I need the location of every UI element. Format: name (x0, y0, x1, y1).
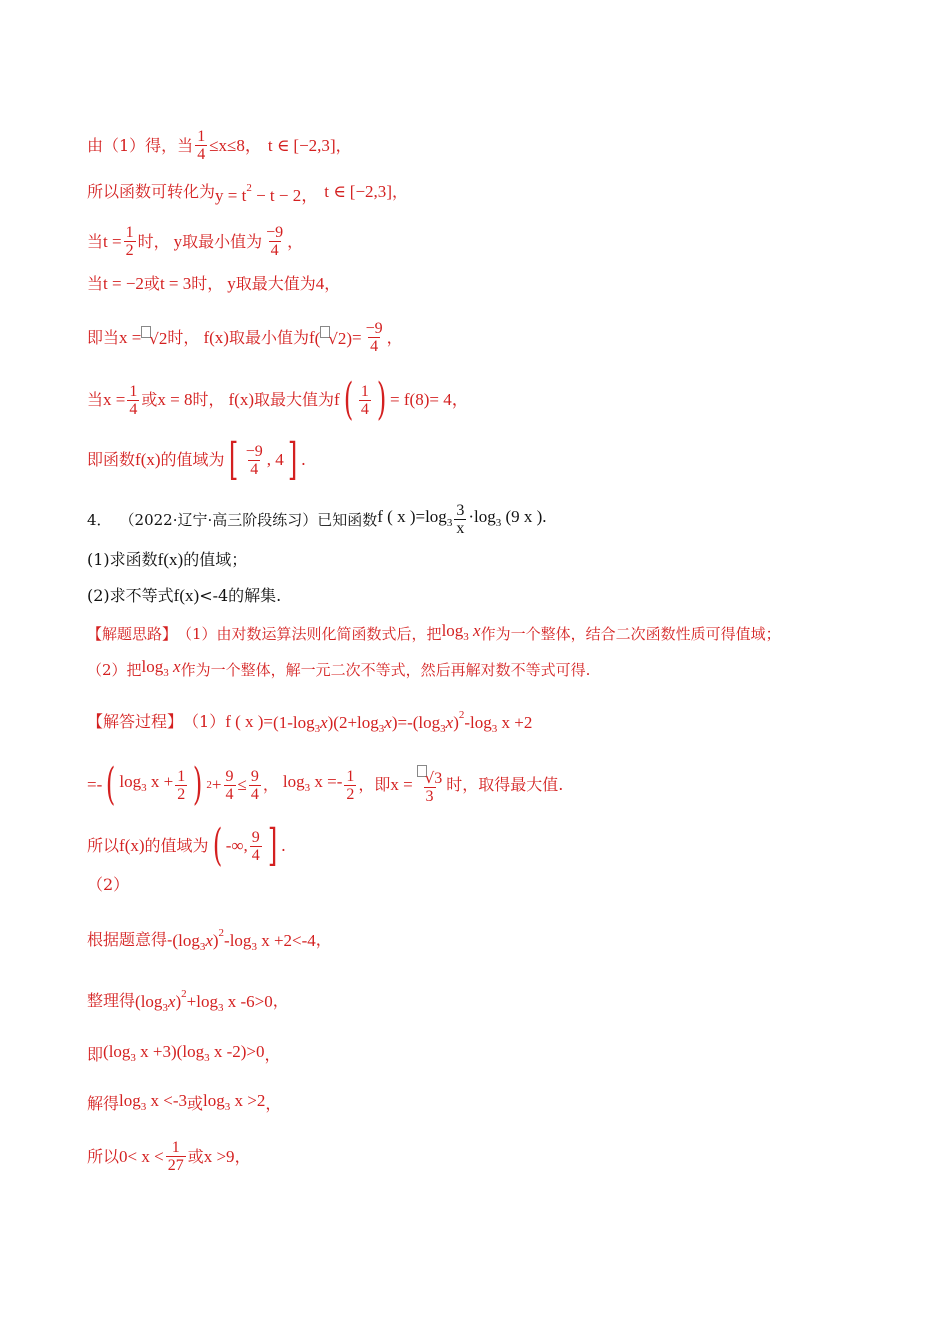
denominator: 4 (270, 242, 279, 259)
log-base: 3 (440, 723, 446, 735)
log-base: 3 (463, 631, 469, 643)
text: 作为一个整体，解一元二次不等式，然后再解对数不等式可得. (180, 661, 591, 679)
section-tag: 【解题思路】 (87, 625, 178, 643)
section-tag: 【解答过程】 (87, 712, 184, 731)
solution-line-6: 当 x = $\frac{1}{4}$ 或 x = 8 时， f (x) 取最大值为 f ( $\frac{1}{4}$ ) = f (8) = 4， (87, 374, 469, 425)
math: x (205, 931, 213, 950)
math: x (169, 550, 178, 569)
text: (2)求不等式 (87, 586, 174, 605)
math: +log (186, 992, 218, 1011)
text: ， (234, 1146, 251, 1166)
log-base: 3 (163, 667, 169, 679)
radicand: 2 (158, 329, 168, 348)
math: (9 x ). (505, 506, 547, 526)
log-base: 3 (224, 1101, 231, 1113)
log-base: 3 (378, 723, 385, 735)
math: 8 (415, 390, 424, 409)
text: ，即 (358, 775, 391, 794)
math: 0< x < (119, 1146, 164, 1166)
math: log (119, 1091, 141, 1110)
text: 的值域为 (144, 836, 209, 855)
log-base: 3 (314, 723, 321, 735)
math: -∞, (225, 836, 248, 855)
numerator: −9 (245, 442, 263, 460)
math: ·log (468, 506, 496, 526)
exponent: 2 (218, 927, 225, 939)
log-base: 3 (217, 1002, 224, 1014)
fraction (195, 128, 207, 163)
solution-idea-line-1 (87, 621, 781, 647)
math: x >2 (234, 1091, 266, 1110)
math: x -2 (213, 1042, 241, 1061)
text: ， (324, 274, 341, 293)
math: y = t (215, 186, 247, 205)
solution-process-line-8 (87, 1139, 251, 1174)
numerator: 9 (225, 767, 234, 785)
math: 2+log (338, 713, 379, 732)
denominator: 2 (125, 242, 134, 259)
numerator: 1 (129, 382, 138, 400)
solution-part-2-label (87, 875, 129, 895)
math: ≤ (237, 775, 247, 794)
math: x (214, 327, 224, 347)
text: 根据题意得- (87, 930, 173, 949)
numerator: 1 (197, 128, 206, 145)
log-base: 3 (130, 1052, 136, 1064)
math: x (445, 713, 454, 732)
denominator: 4 (360, 400, 369, 418)
math: f (119, 836, 125, 855)
interval: −2,3 (355, 182, 387, 201)
solution-line-3 (87, 224, 303, 259)
text: ， (272, 991, 289, 1010)
math: x (130, 836, 139, 855)
math: x (384, 713, 392, 732)
math: ≤x≤8， (209, 135, 262, 155)
numerator: 1 (177, 767, 186, 785)
math: x (173, 657, 181, 676)
math: f (308, 327, 315, 347)
interval: −2,3 (299, 135, 330, 155)
math: t = 3 (159, 274, 192, 293)
math: f (173, 586, 180, 605)
denominator: 4 (370, 338, 379, 355)
text: 即当 (87, 327, 120, 347)
math: x (146, 450, 155, 469)
exponent: 2 (206, 779, 212, 791)
math: x (320, 713, 328, 732)
math: f (203, 327, 210, 347)
solution-process-line-4: 根据题意得- $(\log_3x)^2-\log_3$ x +2<-4 ， (87, 927, 332, 953)
text: 的值域为 (160, 450, 225, 469)
log-base: 3 (304, 782, 311, 794)
math: 1-log (278, 713, 315, 732)
question-4-header (87, 502, 547, 537)
math: 4 (315, 274, 325, 293)
math: x = (390, 775, 413, 794)
text: 或 (187, 1146, 204, 1166)
math: x = (103, 390, 126, 409)
text: <-4的解集. (199, 586, 282, 605)
denominator: x (456, 520, 465, 537)
exponent: 2 (181, 988, 187, 1000)
text: 时， (137, 231, 170, 251)
math: x (185, 586, 194, 605)
text: 取最小值为 (182, 231, 263, 251)
text: 当 (87, 231, 104, 251)
radicand: 3 (434, 770, 443, 787)
text: 当 (87, 390, 104, 409)
denominator: 4 (225, 785, 234, 803)
solution-process-line-6: 即 ($\log_3$ $x +3)(\log_3$ x -2)>0 ， (87, 1042, 281, 1064)
text: ， (262, 775, 279, 794)
math: x + (150, 772, 174, 791)
numerator: 1 (125, 224, 134, 241)
log-base: 3 (251, 941, 257, 953)
math: t = (103, 231, 122, 251)
math: , 4 (266, 450, 284, 469)
text: （1）由对数运算法则化简函数式后，把 (177, 625, 442, 643)
math: log (203, 1091, 225, 1110)
math: = f (390, 390, 410, 409)
text: 取最小值为 (228, 327, 309, 347)
text: 时，取得最大值. (446, 775, 564, 794)
denominator: 4 (129, 400, 138, 418)
math: f (157, 550, 164, 569)
math: t ∈ (267, 135, 290, 155)
math: log (140, 992, 163, 1011)
solution-line-4 (87, 274, 340, 294)
log-base: 3 (491, 723, 498, 735)
solution-line-5: 即当 x = √2 时， f (x) 取最小值为 f ( √2) = $\frac{-9}{4}$ ， (87, 320, 403, 355)
text: 即 (87, 1045, 104, 1064)
text: 时， (167, 327, 200, 347)
text: 或 (187, 1094, 204, 1113)
text: （1） (183, 712, 226, 731)
math: f (228, 390, 235, 409)
log-base: 3 (446, 516, 453, 529)
question-part-1: (1)求函数 f (x) 的值域； (87, 550, 248, 569)
exponent: 2 (246, 182, 252, 194)
text: ， (386, 327, 403, 347)
math: f (334, 390, 340, 409)
text: 解得 (87, 1094, 120, 1113)
math: x >9 (203, 1146, 235, 1166)
radicand: 2 (337, 329, 347, 348)
math: log (418, 713, 441, 732)
denominator: 2 (177, 785, 186, 803)
math: log (182, 1042, 205, 1061)
numerator: 9 (251, 828, 260, 846)
text: 整理得 (87, 991, 136, 1010)
numerator: 3 (456, 502, 465, 519)
text: 所以 (87, 1146, 120, 1166)
text: . (280, 836, 287, 855)
solution-idea-line-2 (87, 657, 590, 683)
math: log (108, 1042, 131, 1061)
numerator: 1 (360, 382, 369, 400)
math: + (211, 775, 222, 794)
text: 时， (192, 390, 225, 409)
denominator: 27 (167, 1157, 184, 1174)
solution-process-line-3: 所以 f (x) 的值域为 ( -∞, $\frac{9}{4}$ ] . (87, 820, 287, 871)
math: y (173, 231, 183, 251)
question-text: （2022·辽宁·高三阶段练习）已知函数 (119, 510, 378, 529)
math: − t − 2， (256, 186, 319, 205)
math: y (227, 274, 236, 293)
text: ， (335, 135, 352, 155)
log-base: 3 (162, 1002, 168, 1014)
math: log (178, 931, 200, 950)
text: ， (287, 231, 304, 251)
text: 时， (191, 274, 224, 293)
math: >0 (246, 1042, 265, 1061)
math: x +3 (140, 1042, 172, 1061)
numerator: −9 (266, 224, 284, 241)
solution-process-line-7 (87, 1091, 281, 1117)
math: = (352, 327, 362, 347)
math: log (141, 657, 164, 676)
math: x =- (314, 772, 343, 791)
math: f ( x )= (225, 712, 274, 731)
math: t ∈ (324, 182, 346, 201)
text: （2） (87, 875, 130, 894)
text: (1)求函数 (87, 550, 158, 569)
text: 当 (87, 274, 104, 293)
log-base: 3 (204, 1052, 210, 1064)
math: log (441, 621, 464, 640)
solution-process-line-2: =- ( $\log_3 x$ + $\frac{1}{2}$ ) 2 + $\frac{9}{4}$ ≤ $\frac{9}{4}$ ， $\log_3 x$ =- $\frac{1}{2}$ ，即 x = $\frac{√3}{3}$ 时，取得最大值. (87, 759, 564, 810)
question-number: 4． (87, 510, 112, 529)
math: = 4， (429, 390, 469, 409)
text: 取最大值为 (235, 274, 316, 293)
math: x = (119, 327, 142, 347)
denominator: 2 (346, 785, 355, 803)
numerator: −9 (365, 320, 383, 337)
solution-line-1: 由（1）得，当 $\frac{1}{4}$ ≤x≤8， t ∈ [−2,3] ， (87, 128, 352, 163)
math: t = −2 (103, 274, 144, 293)
math: x (239, 390, 249, 409)
denominator: 4 (250, 785, 259, 803)
math: x +2<-4 (261, 931, 316, 950)
math: log (282, 772, 305, 791)
text: ， (265, 1094, 282, 1113)
text: ， (391, 182, 408, 201)
log-base: 3 (140, 1101, 147, 1113)
solution-process-line-5: 整理得 $(\log_3x)^2+\log_3$ x -6>0 ， (87, 988, 289, 1014)
text: 所以 (87, 836, 120, 855)
math: x = 8 (157, 390, 193, 409)
denominator: 4 (197, 146, 206, 163)
text: 的值域； (183, 550, 248, 569)
text: 或 (143, 274, 160, 293)
math: =- (87, 775, 103, 794)
math: log (119, 772, 142, 791)
math: =- (397, 713, 413, 732)
text: 作为一个整体，结合二次函数性质可得值域； (480, 625, 781, 643)
numerator: 1 (171, 1139, 180, 1156)
denominator: 3 (425, 788, 434, 805)
math: x (473, 621, 481, 640)
math: x (167, 992, 176, 1011)
math: -log (224, 931, 252, 950)
question-part-2: (2)求不等式 f (x) <-4的解集. (87, 586, 282, 605)
exponent: 2 (458, 709, 465, 721)
text: 取最大值为 (254, 390, 335, 409)
text: ， (264, 1045, 281, 1064)
numerator: 1 (346, 767, 355, 785)
text: . (300, 450, 307, 469)
math: x +2 (501, 713, 533, 732)
solution-process-line-1: 【解答过程】 （1） f ( x )= $(1-\log_3x)(2+\log_3x)=-(\log_3x)^2-\log_3$ x +2 (87, 709, 533, 735)
numerator: 9 (250, 767, 259, 785)
denominator: 4 (250, 460, 259, 478)
text: 即函数 (87, 450, 136, 469)
math: -log (464, 713, 492, 732)
solution-line-2: 所以函数可转化为 $y = t^2 - t - 2$， t ∈ [−2,3] ， (87, 182, 408, 205)
log-base: 3 (495, 516, 502, 529)
text: （2）把 (87, 661, 142, 679)
text: ， (315, 930, 332, 949)
text: 由（1）得，当 (87, 135, 194, 155)
math: x <-3 (150, 1091, 187, 1110)
math: x -6>0 (227, 992, 273, 1011)
solution-line-7: 即函数 f (x) 的值域为 [ $\frac{-9}{4}$ , 4 ] . (87, 434, 307, 485)
denominator: 4 (251, 846, 260, 864)
math: f ( x )=log (377, 506, 447, 526)
text: 或 (141, 390, 158, 409)
log-base: 3 (141, 782, 147, 794)
text: 所以函数可转化为 (87, 182, 216, 201)
log-base: 3 (199, 941, 206, 953)
math: f (135, 450, 141, 469)
